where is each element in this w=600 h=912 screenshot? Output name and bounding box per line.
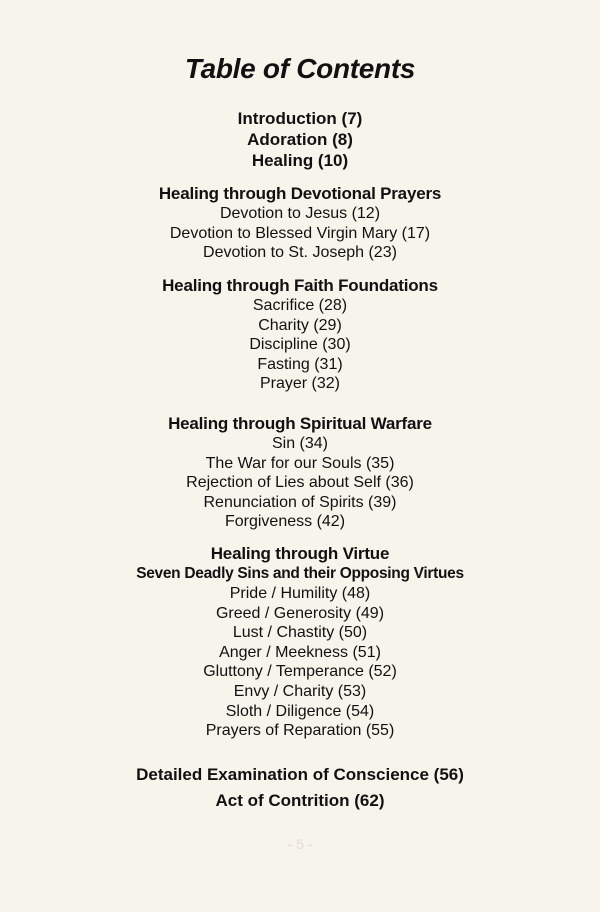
toc-entry[interactable]: Devotion to Jesus (12) <box>219 205 381 222</box>
toc-entry-examination-of-conscience[interactable]: Detailed Examination of Conscience (56) <box>136 765 464 784</box>
toc-entry[interactable]: Prayer (32) <box>259 375 341 393</box>
toc-entry[interactable]: Anger / Meekness (51) <box>219 643 381 661</box>
toc-entry[interactable]: Greed / Generosity (49) <box>215 604 385 622</box>
toc-entry-introduction[interactable]: Introduction (7) <box>237 109 363 128</box>
toc-entry[interactable]: Envy / Charity (53) <box>233 682 367 700</box>
toc-entry[interactable]: Charity (29) <box>258 316 342 334</box>
section-heading[interactable]: Healing through Virtue <box>210 544 390 563</box>
toc-entry[interactable]: Lust / Chastity (50) <box>232 624 368 642</box>
toc-entry[interactable]: Sin (34) <box>271 435 329 452</box>
toc-entry[interactable]: Prayers of Reparation (55) <box>205 722 395 740</box>
section-virtue <box>0 544 600 741</box>
page-title: Table of Contents <box>184 53 416 84</box>
toc-entry-adoration[interactable]: Adoration (8) <box>247 130 353 149</box>
toc-entry[interactable]: Gluttony / Temperance (52) <box>203 663 397 681</box>
toc-entry[interactable]: Devotion to St. Joseph (23) <box>203 244 397 262</box>
page-number: - 5 - <box>287 836 313 852</box>
toc-entry[interactable]: Discipline (30) <box>249 336 351 354</box>
toc-entry[interactable]: The War for our Souls (35) <box>205 454 395 472</box>
section-spiritual-warfare <box>0 414 600 532</box>
section-subheading: Seven Deadly Sins and their Opposing Virtues <box>136 565 464 582</box>
toc-entry[interactable]: Pride / Humility (48) <box>229 585 371 602</box>
toc-entry[interactable]: Sacrifice (28) <box>252 297 348 314</box>
toc-entry[interactable]: Fasting (31) <box>257 355 343 373</box>
top-entries <box>0 108 600 171</box>
section-faith-foundations <box>0 276 600 394</box>
final-entries <box>0 762 600 814</box>
toc-entry[interactable]: Rejection of Lies about Self (36) <box>186 474 414 492</box>
section-heading[interactable]: Healing through Devotional Prayers <box>158 184 442 203</box>
section-devotional-prayers <box>0 184 600 263</box>
toc-entry[interactable]: Sloth / Diligence (54) <box>225 702 375 720</box>
toc-entry[interactable]: Renunciation of Spirits (39) <box>203 493 397 511</box>
toc-entry[interactable]: Devotion to Blessed Virgin Mary (17) <box>169 224 431 242</box>
toc-entry-healing[interactable]: Healing (10) <box>251 151 349 170</box>
toc-entry-act-of-contrition[interactable]: Act of Contrition (62) <box>215 791 385 810</box>
toc-entry[interactable]: Forgiveness (42) <box>224 513 346 531</box>
section-heading[interactable]: Healing through Faith Foundations <box>162 276 438 295</box>
section-heading[interactable]: Healing through Spiritual Warfare <box>168 414 432 433</box>
